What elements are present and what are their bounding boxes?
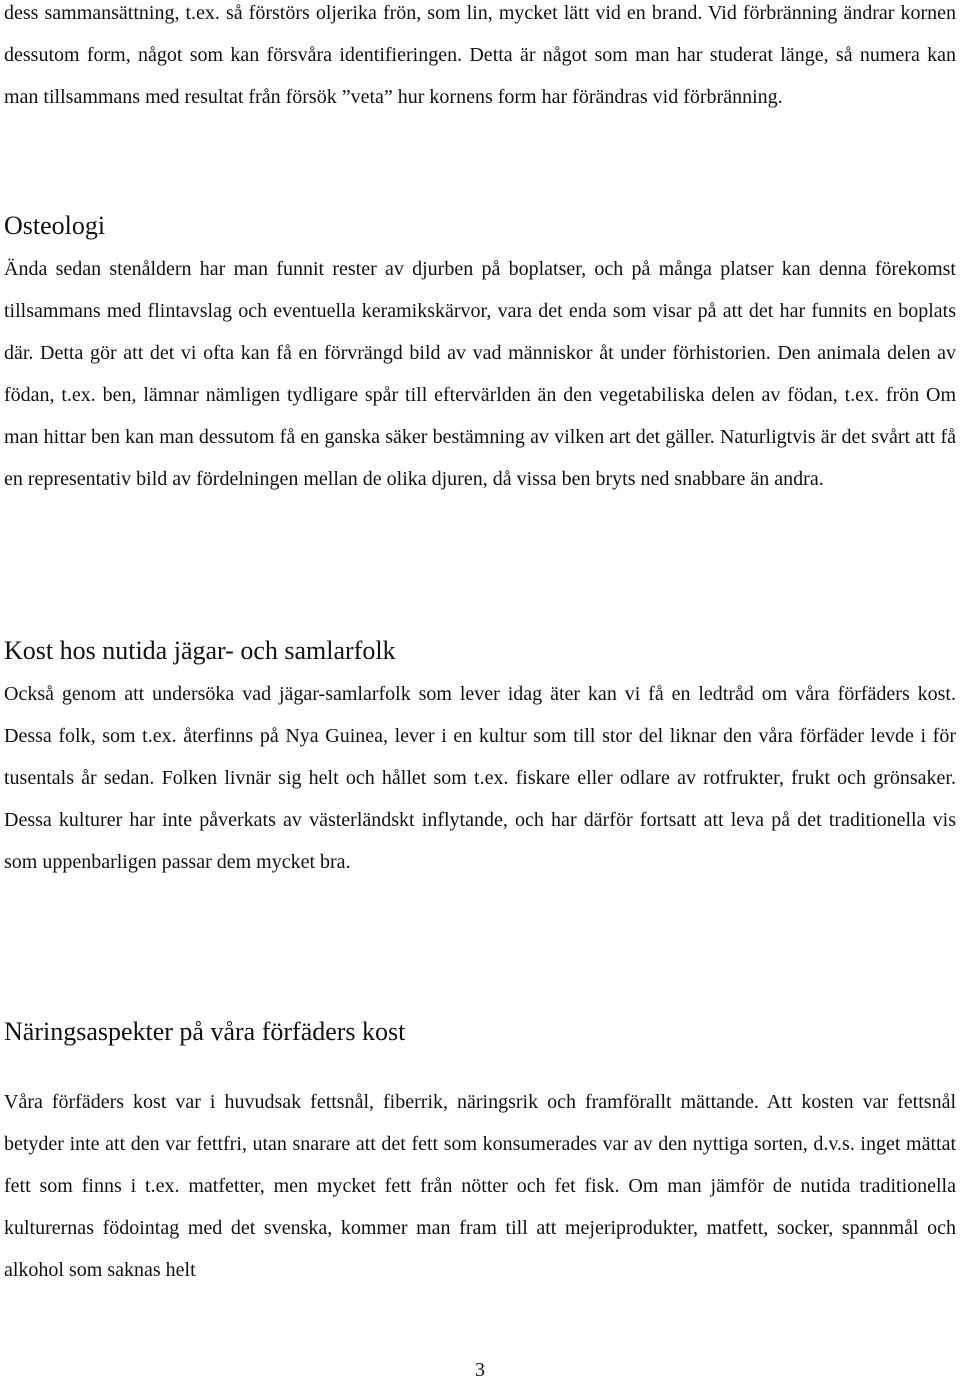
section-heading-kost: Kost hos nutida jägar- och samlarfolk (4, 636, 396, 665)
page-number: 3 (475, 1359, 485, 1381)
intro-paragraph: dess sammansättning, t.ex. så förstörs oljerika frön, som lin, mycket lätt vid en brand. Vid förbränning ändrar kornen dessutom form, något som kan försvåra identifieringen. Detta är något som man har studerat länge, så numera kan man tillsammans med resultat från försök ”veta” hur kornens form har förändras vid förbränning. (4, 2, 956, 108)
section-heading-osteologi: Osteologi (4, 211, 106, 240)
section-paragraph-naringsaspekter: Våra förfäders kost var i huvudsak fettsnål, fiberrik, näringsrik och framförallt mättande. Att kosten var fettsnål betyder inte att den var fettfri, utan snarare att det fett som konsumerades var av den nyttiga sorten, d.v.s. inget mättat fett som finns i t.ex. matfetter, men mycket fett från nötter och fet fisk. Om man jämför de nutida traditionella kulturernas födointag med det svenska, kommer man fram till att mejeriprodukter, matfett, socker, spannmål och alkohol som saknas helt (4, 1091, 956, 1281)
section-paragraph-osteologi: Ända sedan stenåldern har man funnit rester av djurben på boplatser, och på många platser kan denna förekomst tillsammans med flintavslag och eventuella keramikskärvor, vara det enda som visar på att det har funnits en boplats där. Detta gör att det vi ofta kan få en förvrängd bild av vad människor åt under förhistorien. Den animala delen av födan, t.ex. ben, lämnar nämligen tydligare spår till eftervärlden än den vegetabiliska delen av födan, t.ex. frön Om man hittar ben kan man dessutom få en ganska säker bestämning av vilken art det gäller. Naturligtvis är det svårt att få en representativ bild av fördelningen mellan de olika djuren, då vissa ben bryts ned snabbare än andra. (4, 258, 956, 490)
section-heading-naringsaspekter: Näringsaspekter på våra förfäders kost (4, 1017, 406, 1046)
section-paragraph-kost: Också genom att undersöka vad jägar-samlarfolk som lever idag äter kan vi få en ledtråd om våra förfäders kost. Dessa folk, som t.ex. återfinns på Nya Guinea, lever i en kultur som till stor del liknar den våra förfäder levde i för tusentals år sedan. Folken livnär sig helt och hållet som t.ex. fiskare eller odlare av rotfrukter, frukt och grönsaker. Dessa kulturer har inte påverkats av västerländskt inflytande, och har därför fortsatt att leva på det traditionella vis som uppenbarligen passar dem mycket bra. (4, 683, 956, 873)
